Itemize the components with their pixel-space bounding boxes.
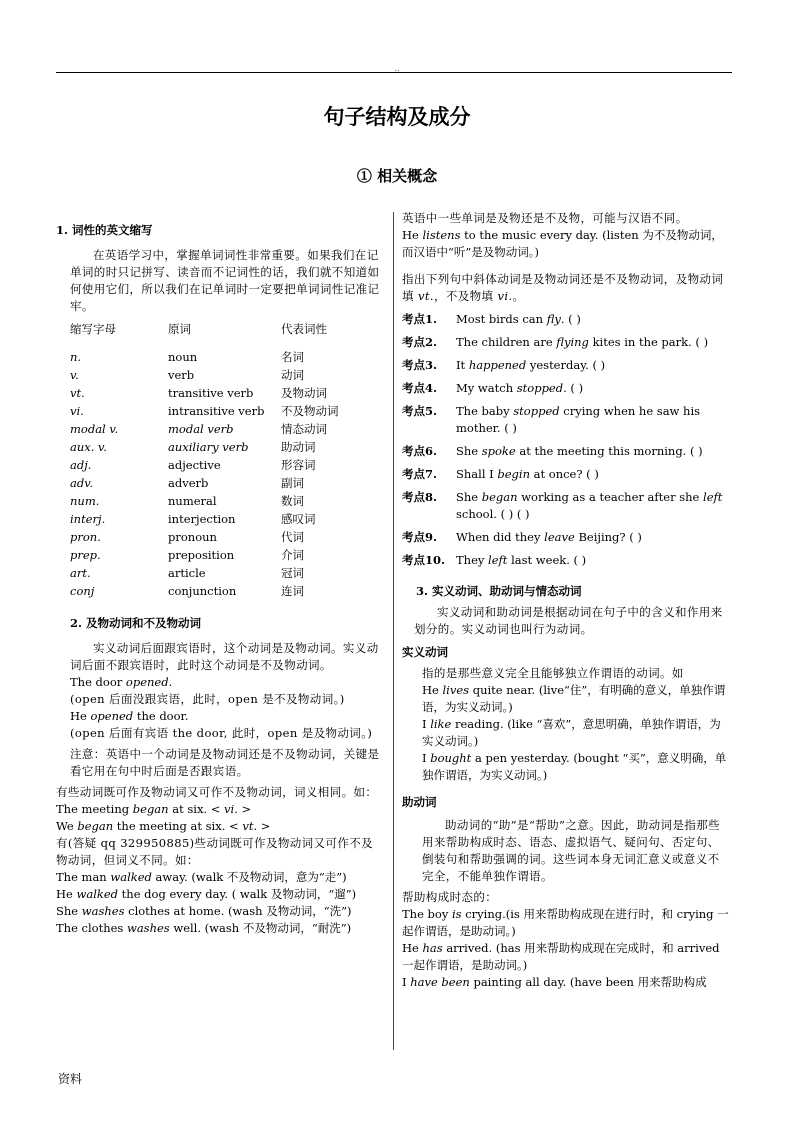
word-cell: modal verb <box>168 422 234 436</box>
pos-cell: 数词 <box>281 494 304 508</box>
text: The man <box>56 870 111 884</box>
table-row <box>70 547 339 565</box>
example-sentence <box>402 906 730 940</box>
table-row <box>70 529 339 547</box>
exercise-label: 考点3. <box>402 358 438 372</box>
verb: stopped <box>513 404 560 418</box>
text: She <box>456 444 482 458</box>
text: crying.(is 用来帮助构成现在进行时，和 crying 一起作谓语，是助动词。) <box>402 907 729 938</box>
pos-cell: 名词 <box>281 350 304 364</box>
table-row <box>70 403 339 421</box>
section-2-heading: 2. 及物动词和不及物动词 <box>70 616 202 630</box>
abbr-cell: vt. <box>70 386 85 400</box>
pos-tag: vi. <box>224 802 238 816</box>
text: the dog every day. ( walk 及物动词，“遛”) <box>118 887 357 901</box>
text: 。 <box>512 289 525 303</box>
text: > <box>237 802 252 816</box>
example-sentence <box>402 974 730 991</box>
text: I <box>422 717 431 731</box>
section-1-heading: 1. 词性的英文缩写 <box>56 223 153 237</box>
verb: lives <box>442 683 470 697</box>
answer-blank[interactable]: at the meeting this morning. ( ) <box>515 444 703 458</box>
abbr-cell: interj. <box>70 512 106 526</box>
table-row <box>70 439 339 457</box>
text: The clothes <box>56 921 127 935</box>
text: He <box>56 887 77 901</box>
pos-tag: vt. <box>417 289 434 303</box>
paragraph: 助动词的“助”是“帮助”之意。因此，助动词是指那些用来帮助构成时态、语态、虚拟语气、疑问句、否定句、倒装句和帮助强调的词。这些词本身无词汇意义或意义不完全，不能单独作谓语。 <box>422 818 721 883</box>
answer-blank[interactable]: crying when he saw his mother. ( ) <box>456 404 701 435</box>
verb: listens <box>422 228 461 242</box>
text: painting all day. (have been 用来帮助构成 <box>469 975 707 989</box>
pos-cell: 助动词 <box>281 440 316 454</box>
pos-cell: 副词 <box>281 476 304 490</box>
pos-cell: 情态动词 <box>281 422 327 436</box>
exercise-item <box>402 334 730 351</box>
example-sentence <box>70 674 384 691</box>
column-divider <box>393 212 394 1050</box>
paragraph: 指的是那些意义完全且能够独立作谓语的动词。如 <box>422 666 684 680</box>
verb: began <box>481 490 518 504</box>
pos-cell: 连词 <box>281 584 304 598</box>
answer-blank[interactable]: school. ( ) ( ) <box>456 507 530 521</box>
abbr-cell: modal v. <box>70 422 119 436</box>
table-header-cell: 代表词性 <box>281 322 327 336</box>
text: 指出下列句中斜体动词是及物动词还是不及物动词，及物动词填 <box>402 272 724 303</box>
exercise-item <box>402 489 730 523</box>
word-cell: pronoun <box>168 530 217 544</box>
exercise-item <box>402 357 730 374</box>
example-sentence <box>422 682 730 716</box>
exercise-label: 考点1. <box>402 312 438 326</box>
abbr-cell: num. <box>70 494 100 508</box>
verb: have been <box>410 975 470 989</box>
text: clothes at home. (wash 及物动词，“洗”) <box>124 904 352 918</box>
text: I <box>422 751 431 765</box>
table-row <box>70 457 339 475</box>
answer-blank[interactable]: . ( ) <box>563 381 584 395</box>
exercise-list <box>402 311 730 569</box>
exercise-item <box>402 552 730 569</box>
example-sentence <box>56 886 384 903</box>
answer-blank[interactable]: at once? ( ) <box>529 467 599 481</box>
example-sentence <box>70 708 384 725</box>
header-dots: .. <box>394 64 400 73</box>
table-row <box>70 475 339 493</box>
text: to the music every day. (listen 为不及物动词，而汉语中“听”是及物动词。) <box>402 228 723 259</box>
exercise-label: 考点7. <box>402 467 438 481</box>
verb: began <box>77 819 114 833</box>
example-sentence <box>56 818 384 835</box>
abbreviation-table <box>70 321 339 601</box>
verb: opened <box>90 709 134 723</box>
footer-label: 资料 <box>58 1072 83 1086</box>
text: The children are <box>456 335 557 349</box>
pos-cell: 感叹词 <box>281 512 316 526</box>
text: I <box>402 975 411 989</box>
pos-cell: 代词 <box>281 530 304 544</box>
exercise-label: 考点4. <box>402 381 438 395</box>
verb: happened <box>468 358 527 372</box>
word-cell: verb <box>168 368 195 382</box>
abbr-cell: n. <box>70 350 82 364</box>
example-sentence <box>422 750 730 784</box>
exercise-label: 考点9. <box>402 530 438 544</box>
verb: flying <box>556 335 589 349</box>
text: The meeting <box>56 802 133 816</box>
verb: opened <box>125 675 169 689</box>
verb: washes <box>126 921 170 935</box>
example-sentence <box>56 920 384 937</box>
text: The door <box>70 675 126 689</box>
table-row <box>70 421 339 439</box>
text: > <box>257 819 271 833</box>
text: The baby <box>456 404 514 418</box>
example-sentence <box>422 716 730 750</box>
text: She <box>56 904 82 918</box>
table-row <box>70 511 339 529</box>
exercise-item <box>402 311 730 328</box>
text: quite near. (live“住”，有明确的意义，单独作谓语，为实义动词。) <box>422 683 726 714</box>
subheading-auxiliary-verb: 助动词 <box>402 795 437 809</box>
abbr-cell: adj. <box>70 458 92 472</box>
text: the door. <box>133 709 189 723</box>
text: arrived. (has 用来帮助构成现在完成时，和 arrived 一起作谓语，是助动词。) <box>402 941 720 972</box>
answer-blank[interactable]: last week. ( ) <box>507 553 587 567</box>
verb: walked <box>76 887 119 901</box>
word-cell: article <box>168 566 206 580</box>
table-row <box>70 565 339 583</box>
text: reading. (like “喜欢”，意思明确，单独作谓语，为实义动词。) <box>422 717 721 748</box>
word-cell: transitive verb <box>168 386 254 400</box>
verb: bought <box>430 751 472 765</box>
text: at six. < <box>168 802 225 816</box>
example-sentence <box>56 869 384 886</box>
text: He <box>402 228 423 242</box>
table-row <box>70 349 339 367</box>
abbr-cell: adv. <box>70 476 94 490</box>
table-header-cell: 缩写字母 <box>70 322 116 336</box>
paragraph: 帮助构成时态的： <box>402 890 498 904</box>
example-sentence <box>56 801 384 818</box>
paragraph: 有(答疑 qq 329950885)些动词既可作及物动词又可作不及物动词，但词义不同。如： <box>56 836 374 867</box>
verb: walked <box>110 870 152 884</box>
text: My watch <box>456 381 517 395</box>
text: When did they <box>456 530 545 544</box>
text: away. (walk 不及物动词，意为“走”) <box>151 870 347 884</box>
text: He <box>402 941 423 955</box>
text: They <box>456 553 489 567</box>
table-header-cell: 原词 <box>168 322 191 336</box>
text: Shall I <box>456 467 498 481</box>
pos-cell: 不及物动词 <box>281 404 339 418</box>
text: ，不及物填 <box>433 289 498 303</box>
text: Most birds can <box>456 312 547 326</box>
verb: began <box>132 802 169 816</box>
word-cell: interjection <box>168 512 236 526</box>
example-sentence <box>402 227 730 261</box>
paragraph: 有些动词既可作及物动词又可作不及物动词，词义相同。如： <box>56 785 378 799</box>
word-cell: adverb <box>168 476 209 490</box>
note-paragraph: 注意：英语中一个动词是及物动词还是不及物动词，关键是看它用在句中时后面是否跟宾语。 <box>70 747 380 778</box>
text: the meeting at six. < <box>113 819 243 833</box>
subheading-notional-verb: 实义动词 <box>402 645 448 659</box>
text: The boy <box>402 907 452 921</box>
text: working as a teacher after she <box>517 490 704 504</box>
verb: has <box>422 941 443 955</box>
example-sentence <box>402 940 730 974</box>
verb: fly <box>546 312 561 326</box>
right-column <box>402 210 730 991</box>
verb: left <box>703 490 723 504</box>
pos-cell: 及物动词 <box>281 386 327 400</box>
text: We <box>56 819 78 833</box>
exercise-label: 考点6. <box>402 444 438 458</box>
paragraph: 英语中一些单词是及物还是不及物，可能与汉语不同。 <box>402 211 688 225</box>
pos-cell: 动词 <box>281 368 304 382</box>
table-header-row <box>70 321 339 349</box>
exercise-label: 考点8. <box>402 490 438 504</box>
text: . <box>168 675 173 689</box>
answer-blank[interactable]: yesterday. ( ) <box>526 358 606 372</box>
answer-blank[interactable]: Beijing? ( ) <box>574 530 642 544</box>
exercise-item <box>402 380 730 397</box>
verb: stopped <box>516 381 564 395</box>
answer-blank[interactable]: . ( ) <box>560 312 581 326</box>
section-2-text: 实义动词后面跟宾语时，这个动词是及物动词。实义动词后面不跟宾语时，此时这个动词是不及物动词。 <box>70 641 379 672</box>
answer-blank[interactable]: kites in the park. ( ) <box>588 335 709 349</box>
verb: like <box>430 717 452 731</box>
example-sentence <box>56 903 384 920</box>
text: a pen yesterday. (bought “买”，意义明确，单独作谓语，为实义动词。) <box>422 751 727 782</box>
abbr-cell: prep. <box>70 548 101 562</box>
word-cell: preposition <box>168 548 235 562</box>
text: well. (wash 不及物动词，“耐洗”) <box>169 921 352 935</box>
text: He <box>70 709 91 723</box>
exercise-instruction <box>402 271 730 305</box>
section-1-intro: 在英语学习中，掌握单词词性非常重要。如果我们在记单词的时只记拼写、读音而不记词性的话，我们就不知道如何使用它们，所以我们在记单词时一定要把单词词性记准记牢。 <box>70 248 380 313</box>
exercise-item <box>402 529 730 546</box>
example-note: (open 后面没跟宾语，此时，open 是不及物动词。) <box>70 692 345 706</box>
exercise-item <box>402 403 730 437</box>
table-row <box>70 367 339 385</box>
section-3-text: 实义动词和助动词是根据动词在句子中的含义和作用来划分的。实义动词也叫行为动词。 <box>414 605 723 636</box>
pos-cell: 冠词 <box>281 566 304 580</box>
abbr-cell: aux. v. <box>70 440 107 454</box>
exercise-item <box>402 443 730 460</box>
text: He <box>422 683 443 697</box>
word-cell: auxiliary verb <box>168 440 249 454</box>
word-cell: numeral <box>168 494 217 508</box>
abbr-cell: v. <box>70 368 79 382</box>
text: It <box>456 358 469 372</box>
pos-tag: vi. <box>497 289 513 303</box>
word-cell: noun <box>168 350 198 364</box>
verb: left <box>488 553 508 567</box>
pos-cell: 形容词 <box>281 458 316 472</box>
verb: begin <box>497 467 530 481</box>
pos-tag: vt. <box>242 819 258 833</box>
abbr-cell: art. <box>70 566 91 580</box>
exercise-label: 考点2. <box>402 335 438 349</box>
pos-cell: 介词 <box>281 548 304 562</box>
example-note: (open 后面有宾语 the door, 此时，open 是及物动词。) <box>70 726 373 740</box>
header-rule <box>56 72 732 73</box>
exercise-label: 考点5. <box>402 404 438 418</box>
abbr-cell: vi. <box>70 404 84 418</box>
word-cell: intransitive verb <box>168 404 265 418</box>
exercise-label: 考点10. <box>402 553 446 567</box>
verb: is <box>451 907 462 921</box>
section-3-heading: 3. 实义动词、助动词与情态动词 <box>416 584 582 598</box>
exercise-item <box>402 466 730 483</box>
table-row <box>70 493 339 511</box>
abbr-cell: pron. <box>70 530 101 544</box>
page-title: 句子结构及成分 <box>323 104 471 129</box>
word-cell: conjunction <box>168 584 237 598</box>
verb: spoke <box>481 444 516 458</box>
abbr-cell: conj <box>70 584 95 598</box>
table-row <box>70 583 339 601</box>
section-subtitle: ① 相关概念 <box>356 167 438 185</box>
word-cell: adjective <box>168 458 221 472</box>
verb: washes <box>81 904 125 918</box>
text: She <box>456 490 482 504</box>
verb: leave <box>544 530 575 544</box>
left-column <box>56 222 384 937</box>
table-row <box>70 385 339 403</box>
